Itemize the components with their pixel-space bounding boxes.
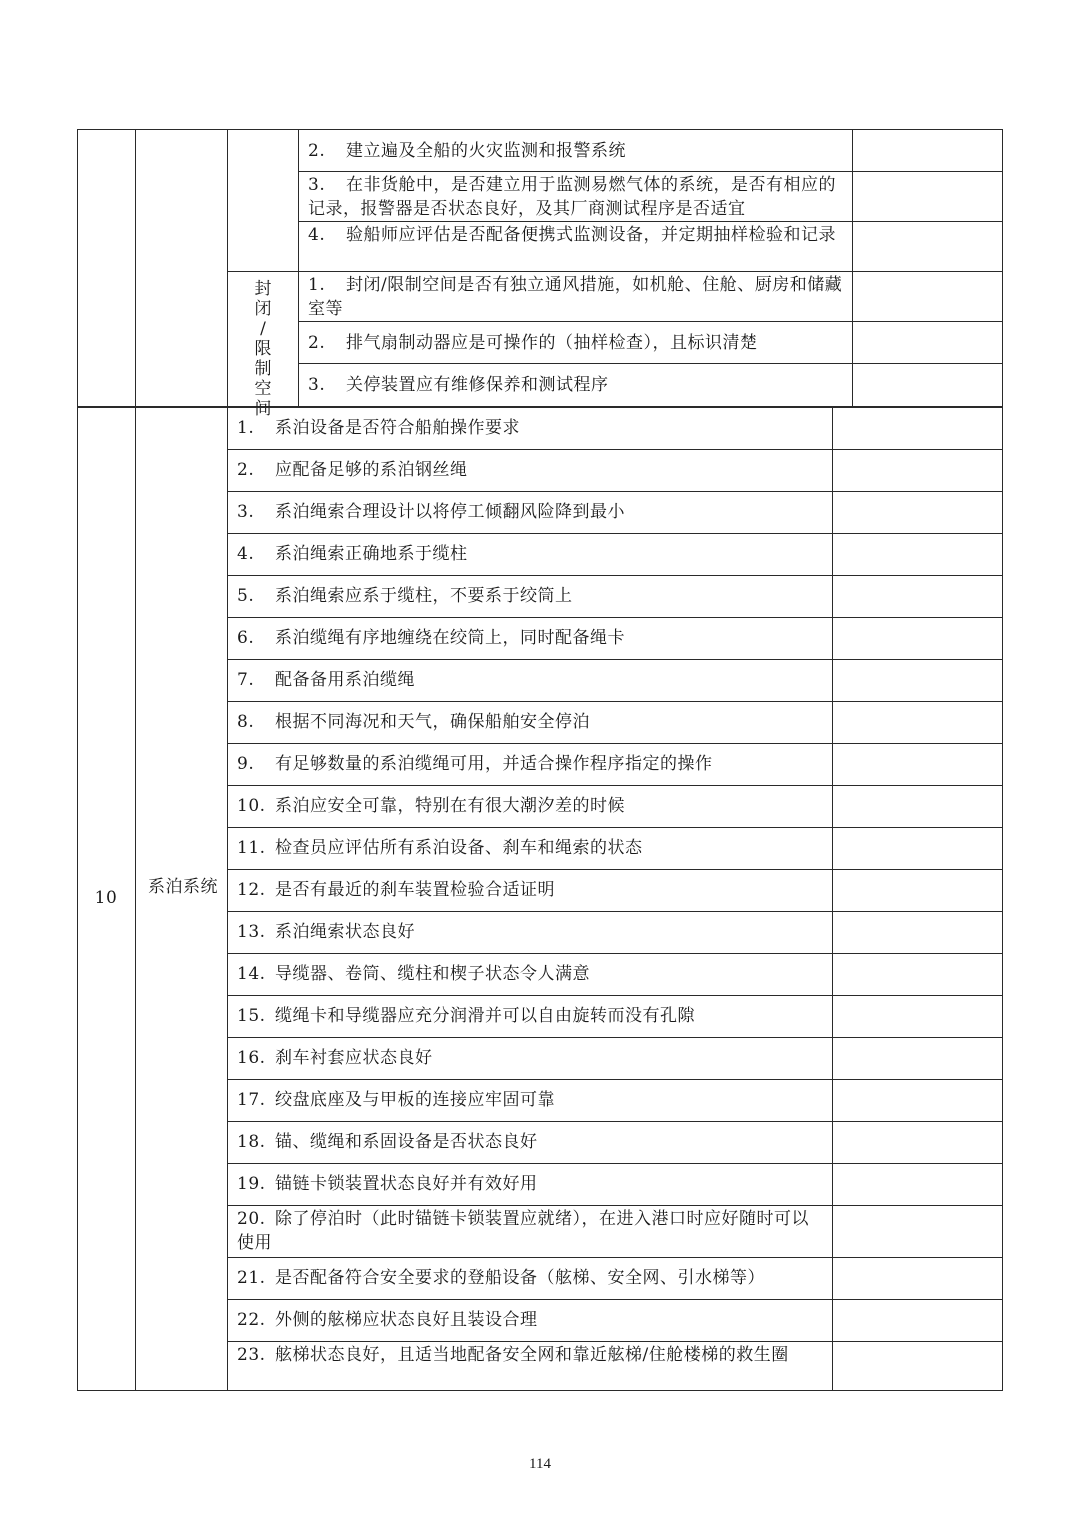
section-category: 系泊系统 [148, 877, 218, 897]
check-item: 21. 是否配备符合安全要求的登船设备（舷梯、安全网、引水梯等） [237, 1268, 765, 1288]
check-item: 4. 验船师应评估是否配备便携式监测设备，并定期抽样检验和记录 [308, 225, 836, 245]
check-item: 1. 系泊设备是否符合船舶操作要求 [237, 418, 520, 438]
check-item: 11. 检查员应评估所有系泊设备、刹车和绳索的状态 [237, 838, 643, 858]
check-item: 19. 锚链卡锁装置状态良好并有效好用 [237, 1174, 538, 1194]
check-item: 20. 除了停泊时（此时锚链卡锁装置应就绪），在进入港口时应好随时可以使用 [237, 1209, 809, 1253]
page-number: 114 [529, 1456, 551, 1472]
check-item: 18. 锚、缆绳和系固设备是否状态良好 [237, 1132, 538, 1152]
check-item: 12. 是否有最近的刹车装置检验合适证明 [237, 880, 555, 900]
check-item: 23. 舷梯状态良好，且适当地配备安全网和靠近舷梯/住舱楼梯的救生圈 [237, 1345, 789, 1365]
check-item: 3. 系泊绳索合理设计以将停工倾翻风险降到最小 [237, 502, 625, 522]
check-item: 2. 排气扇制动器应是可操作的（抽样检查），且标识清楚 [308, 333, 758, 353]
check-item: 7. 配备备用系泊缆绳 [237, 670, 415, 690]
check-item: 3. 关停装置应有维修保养和测试程序 [308, 375, 609, 395]
check-item: 10. 系泊应安全可靠，特别在有很大潮汐差的时候 [237, 796, 625, 816]
check-item: 22. 外侧的舷梯应状态良好且装设合理 [237, 1310, 538, 1330]
check-item: 4. 系泊绳索正确地系于缆柱 [237, 544, 468, 564]
check-item: 6. 系泊缆绳有序地缠绕在绞筒上，同时配备绳卡 [237, 628, 625, 648]
check-item: 17. 绞盘底座及与甲板的连接应牢固可靠 [237, 1090, 555, 1110]
check-item: 16. 刹车衬套应状态良好 [237, 1048, 433, 1068]
check-item: 3. 在非货舱中，是否建立用于监测易燃气体的系统，是否有相应的记录，报警器是否状态良好，及其厂商测试程序是否适宜 [308, 175, 836, 219]
check-item: 8. 根据不同海况和天气，确保船舶安全停泊 [237, 712, 590, 732]
sub-category-label: 封 闭 / 限 制 空 间 [254, 279, 272, 419]
check-item: 13. 系泊绳索状态良好 [237, 922, 415, 942]
check-item: 15. 缆绳卡和导缆器应充分润滑并可以自由旋转而没有孔隙 [237, 1006, 695, 1026]
check-item: 1. 封闭/限制空间是否有独立通风措施，如机舱、住舱、厨房和储藏室等 [308, 275, 843, 319]
check-item: 2. 建立遍及全船的火灾监测和报警系统 [308, 141, 626, 161]
check-item: 9. 有足够数量的系泊缆绳可用，并适合操作程序指定的操作 [237, 754, 713, 774]
check-item: 14. 导缆器、卷筒、缆柱和楔子状态令人满意 [237, 964, 590, 984]
section-number: 10 [94, 888, 118, 908]
check-item: 2. 应配备足够的系泊钢丝绳 [237, 460, 468, 480]
check-item: 5. 系泊绳索应系于缆柱，不要系于绞筒上 [237, 586, 573, 606]
